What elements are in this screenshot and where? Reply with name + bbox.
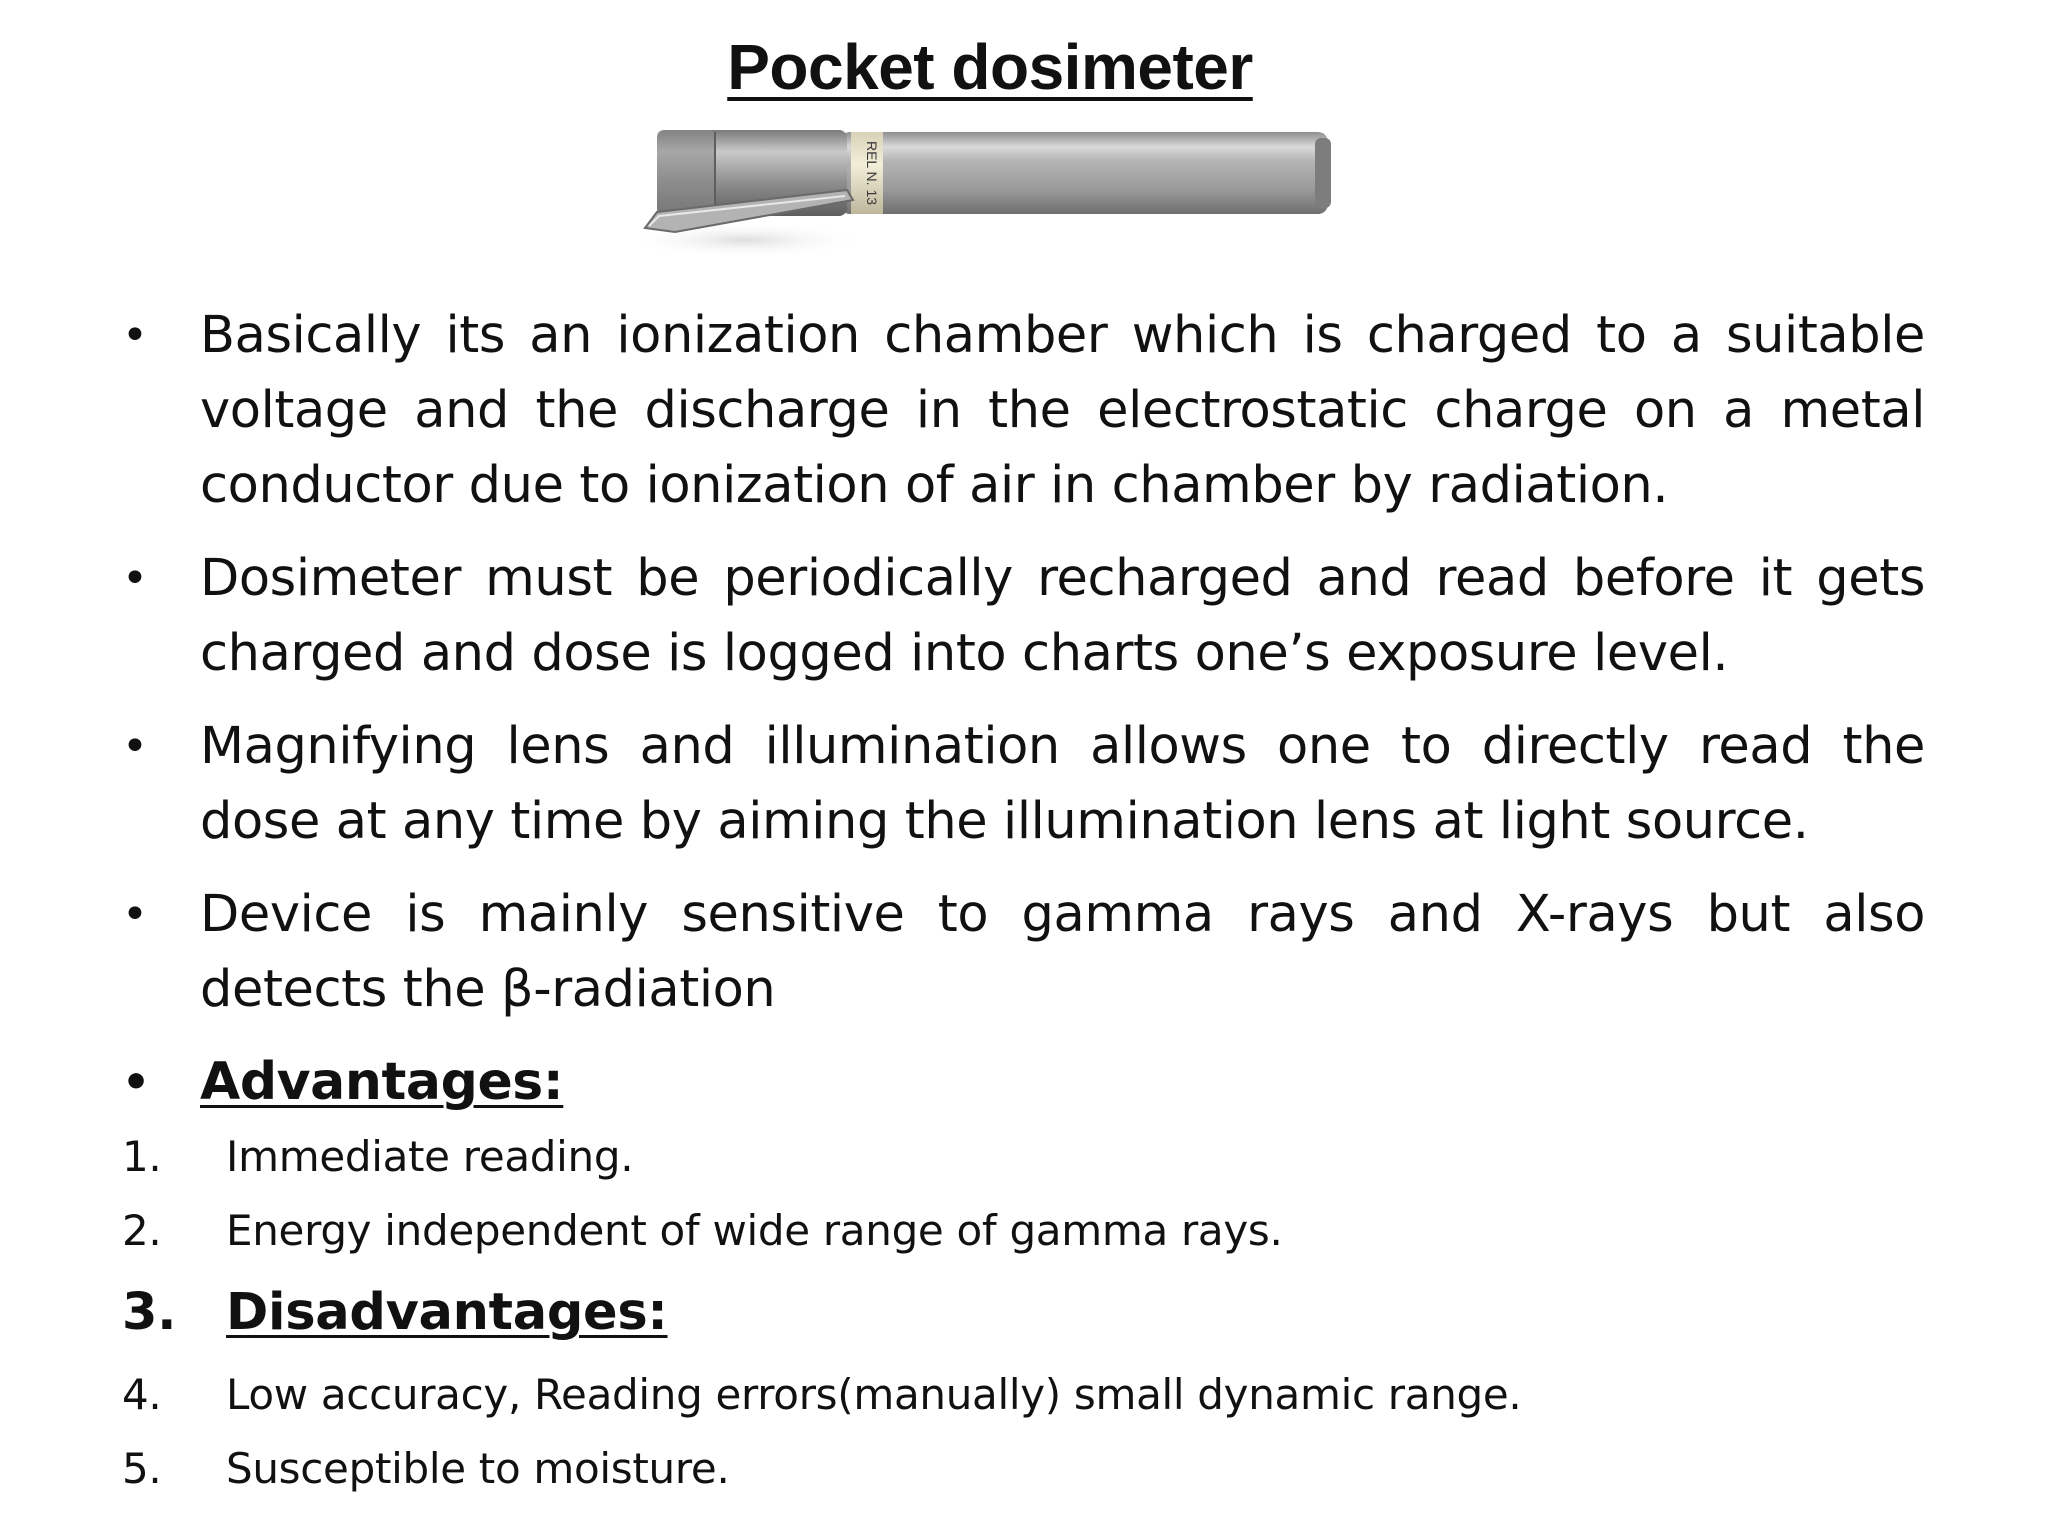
bullet-item	[110, 709, 1925, 859]
numbered-item	[122, 1194, 1922, 1268]
bullet-text: Magnifying lens and illumination allows one to directly read the dose at any time by aiming the illumination lens at light source.	[200, 717, 1925, 851]
item-number: 4.	[122, 1370, 162, 1419]
bullet-item	[110, 298, 1925, 523]
bullet-marker: •	[122, 1057, 150, 1108]
bullet-list	[110, 298, 1925, 1120]
bullet-marker: •	[122, 889, 148, 940]
item-text: Low accuracy, Reading errors(manually) small dynamic range.	[226, 1370, 1522, 1419]
bullet-marker: •	[122, 310, 148, 361]
bullet-marker: •	[122, 553, 148, 604]
bullet-item	[110, 877, 1925, 1027]
slide-title: Pocket dosimeter	[727, 31, 1253, 103]
numbered-item	[122, 1358, 1922, 1432]
item-number: 1.	[122, 1132, 162, 1181]
bullet-text: Basically its an ionization chamber which is charged to a suitable voltage and the discharge in the electrostatic charge on a metal conductor due to ionization of air in chamber by radiation.	[200, 306, 1925, 515]
item-number: 3.	[122, 1283, 177, 1342]
bullet-marker: •	[122, 721, 148, 772]
advantages-heading-item	[110, 1045, 1925, 1120]
item-text: Immediate reading.	[226, 1132, 634, 1181]
numbered-list	[122, 1120, 1922, 1506]
pocket-dosimeter-image	[615, 120, 1335, 270]
item-number: 2.	[122, 1206, 162, 1255]
advantages-heading: Advantages:	[200, 1052, 564, 1112]
bullet-text: Device is mainly sensitive to gamma rays and X-rays but also detects the β-radiation	[200, 885, 1925, 1019]
item-text: Susceptible to moisture.	[226, 1444, 730, 1493]
item-text: Energy independent of wide range of gamma rays.	[226, 1206, 1283, 1255]
disadvantages-heading: Disadvantages:	[226, 1283, 668, 1342]
numbered-item	[122, 1120, 1922, 1194]
item-number: 5.	[122, 1444, 162, 1493]
numbered-item	[122, 1432, 1922, 1506]
disadvantages-heading-item	[122, 1268, 1922, 1358]
bullet-text: Dosimeter must be periodically recharged and read before it gets charged and dose is logged into charts one’s exposure level.	[200, 549, 1925, 683]
serial-label: REL N. 13	[864, 140, 880, 206]
bullet-item	[110, 541, 1925, 691]
